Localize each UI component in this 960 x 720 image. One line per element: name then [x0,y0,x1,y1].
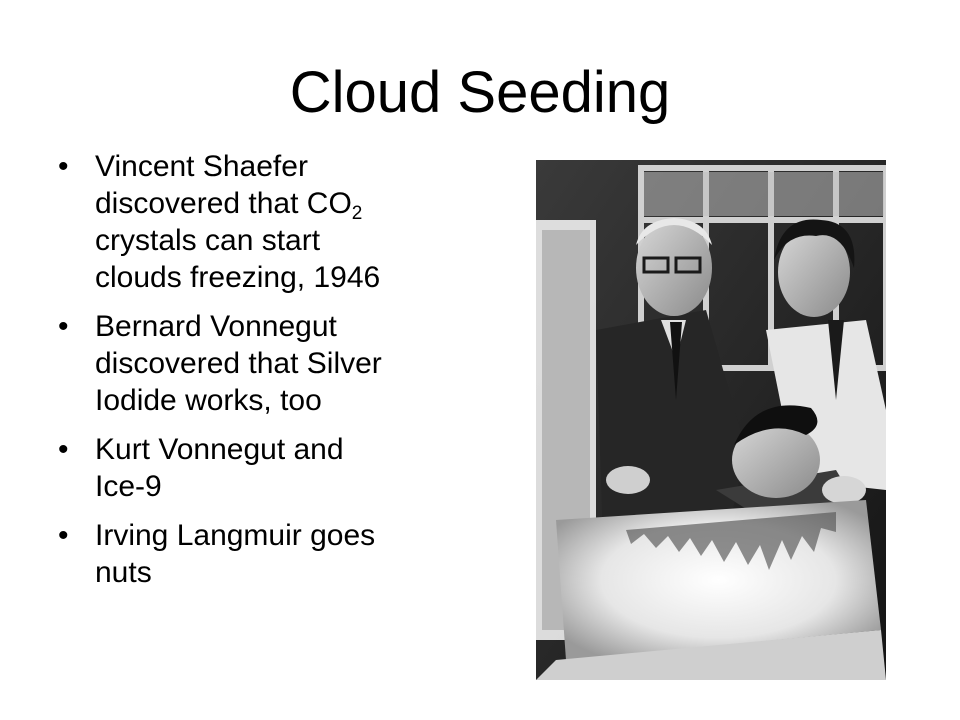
bullet-line: discovered that CO [95,187,352,220]
bullet-item-shaefer [58,148,478,296]
cloud-chamber [536,500,886,680]
hand-left [606,466,650,494]
slide-title: Cloud Seeding [289,60,671,125]
bullet-line: Iodide works, too [95,384,322,417]
bullet-dot-icon: • [58,433,69,466]
bullet-line: Kurt Vonnegut and [95,433,344,466]
bullet-line: Ice-9 [95,470,162,503]
historical-photo [536,160,886,680]
bullet-list [58,148,478,603]
bullet-line: nuts [95,556,152,589]
subscript-2: 2 [351,203,363,224]
hand-right [822,476,866,504]
bullet-dot-icon: • [58,310,69,343]
bullet-line: discovered that Silver [95,347,382,380]
bullet-line: Vincent Shaefer [95,150,308,183]
bullet-line: crystals can start [95,224,321,257]
bullet-line: Irving Langmuir goes [95,519,376,552]
bullet-dot-icon: • [58,519,69,552]
bullet-line: clouds freezing, 1946 [95,261,381,294]
historical-photo-icon [536,160,886,680]
bullet-item-bernard [58,308,478,419]
bullet-line: Bernard Vonnegut [95,310,337,343]
bullet-item-langmuir [58,517,478,591]
bullet-item-kurt [58,431,478,505]
bullet-dot-icon: • [58,150,69,183]
